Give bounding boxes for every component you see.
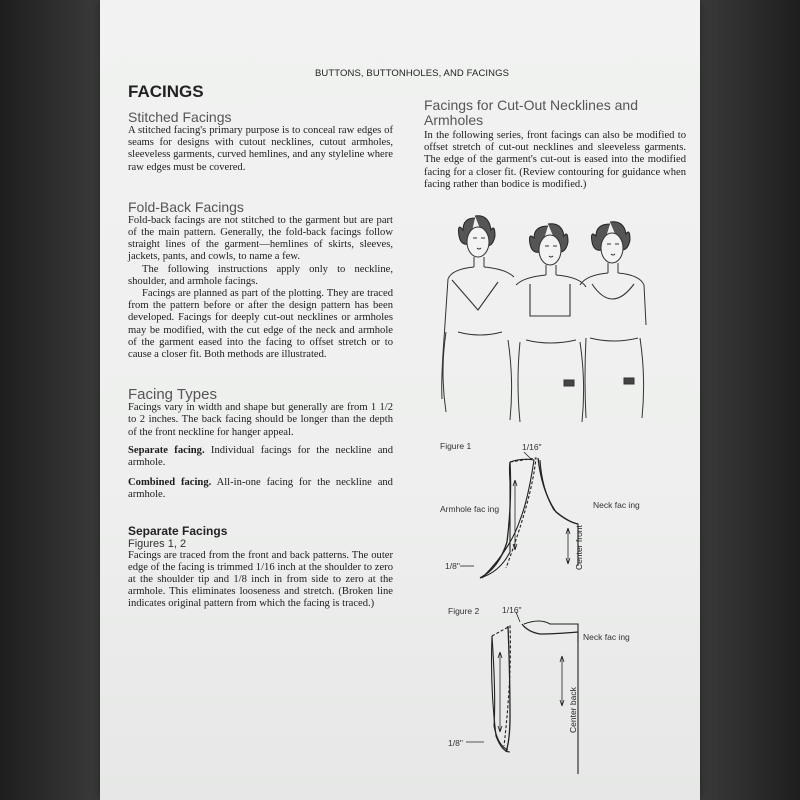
figure-1-pattern — [460, 450, 590, 580]
separate-facings-heading: Separate Facings — [128, 523, 228, 538]
facing-types-text: Facings vary in width and shape but generally are from 1 1/2 to 2 inches. The back facing should be longer than the depth of the front neckline for hanger appeal. — [128, 402, 393, 438]
figure-2-label: Figure 2 — [448, 606, 480, 616]
page-title: FACINGS — [128, 82, 204, 101]
cut-out-facings-heading: Facings for Cut-Out Necklines and Armholes — [424, 97, 638, 128]
stitched-facings-text: A stitched facing's primary purpose is to conceal raw edges of seams for designs with cutout necklines, cutout armholes, sleeveless garments, curved hemlines, and any styleline where raw edges must be covered. — [128, 125, 393, 173]
model-figure-2 — [516, 224, 586, 422]
fold-back-facings-heading: Fold-Back Facings — [128, 198, 244, 215]
separate-facings-text: Facings are traced from the front and back patterns. The outer edge of the facing is trimmed 1/16 inch at the shoulder to zero at the shoulder tip and 1/8 inch in from side to zero at the armhole. This eliminates looseness and stretch. (Broken line indicates original pattern from which the facing is traced.) — [128, 549, 393, 610]
figure-2-sixteenth: 1/16" — [502, 605, 522, 615]
separate-facings-figures: Figures 1, 2 — [128, 537, 187, 550]
book-page — [100, 0, 700, 800]
separate-facing-label: Separate facing. — [128, 444, 205, 456]
fashion-illustration — [440, 212, 670, 427]
figure-1-neck-label: Neck fac ing — [593, 500, 640, 510]
figure-2-pattern — [460, 612, 590, 762]
neck-facing-outline — [540, 460, 578, 564]
model-figure-3 — [580, 222, 646, 418]
figure-1-label: Figure 1 — [440, 441, 472, 451]
model-figure-1 — [442, 216, 514, 420]
separate-facing-desc: Individual facings for the neckline and armhole. — [128, 444, 394, 469]
running-head: BUTTONS, BUTTONHOLES, AND FACINGS — [315, 68, 510, 79]
fold-back-text-1: Fold-back facings are not stitched to the garment but are part of the main pattern. Generally, the fold-back facings follow straight lines of the garment—hemlines of skirts, sleeves, jackets, pants, and cowls, to name a few. — [128, 214, 393, 263]
cut-out-facings-text: In the following series, front facings can also be modified to offset stretch of cut-out necklines and sleeveless garments. The edge of the garment's cut-out is eased into the modified facing for a closer fit. (Review contouring for guidance when facing rather than bodice is modified.) — [424, 130, 686, 190]
armhole-facing-outline — [480, 462, 510, 578]
left-column — [128, 82, 393, 611]
fold-back-text-2: The following instructions apply only to neckline, shoulder, and armhole facings. — [128, 263, 393, 287]
neck-facing-outline-2 — [524, 621, 578, 774]
combined-facing-label: Combined facing. — [128, 477, 212, 489]
right-column — [424, 98, 686, 191]
fold-back-text-3: Facings are planned as part of the plotting. They are traced from the pattern before or after the design pattern has been developed. Facings for deeply cut-out necklines or armholes may be modified, with the cut edge of the neck and armhole of the garment eased into the facing to offset stretch or to cause a closer fit. Both methods are illustrated. — [128, 288, 393, 361]
figure-1-center-front: Center front — [574, 525, 584, 570]
stitched-facings-heading: Stitched Facings — [128, 109, 232, 125]
figure-2-neck-label: Neck fac ing — [583, 632, 630, 642]
figure-1-sixteenth: 1/16" — [522, 442, 542, 452]
figure-1-eighth: 1/8" — [445, 561, 460, 571]
combined-facing-definition — [128, 477, 393, 501]
figure-2-eighth: 1/8" — [448, 738, 463, 748]
figure-2-center-back: Center back — [568, 687, 578, 733]
separate-facing-definition — [128, 445, 393, 469]
facing-types-heading: Facing Types — [128, 386, 217, 404]
figure-1-armhole-label: Armhole fac ing — [440, 504, 500, 514]
combined-facing-desc: All-in-one facing for the neckline and armhole. — [128, 477, 393, 501]
